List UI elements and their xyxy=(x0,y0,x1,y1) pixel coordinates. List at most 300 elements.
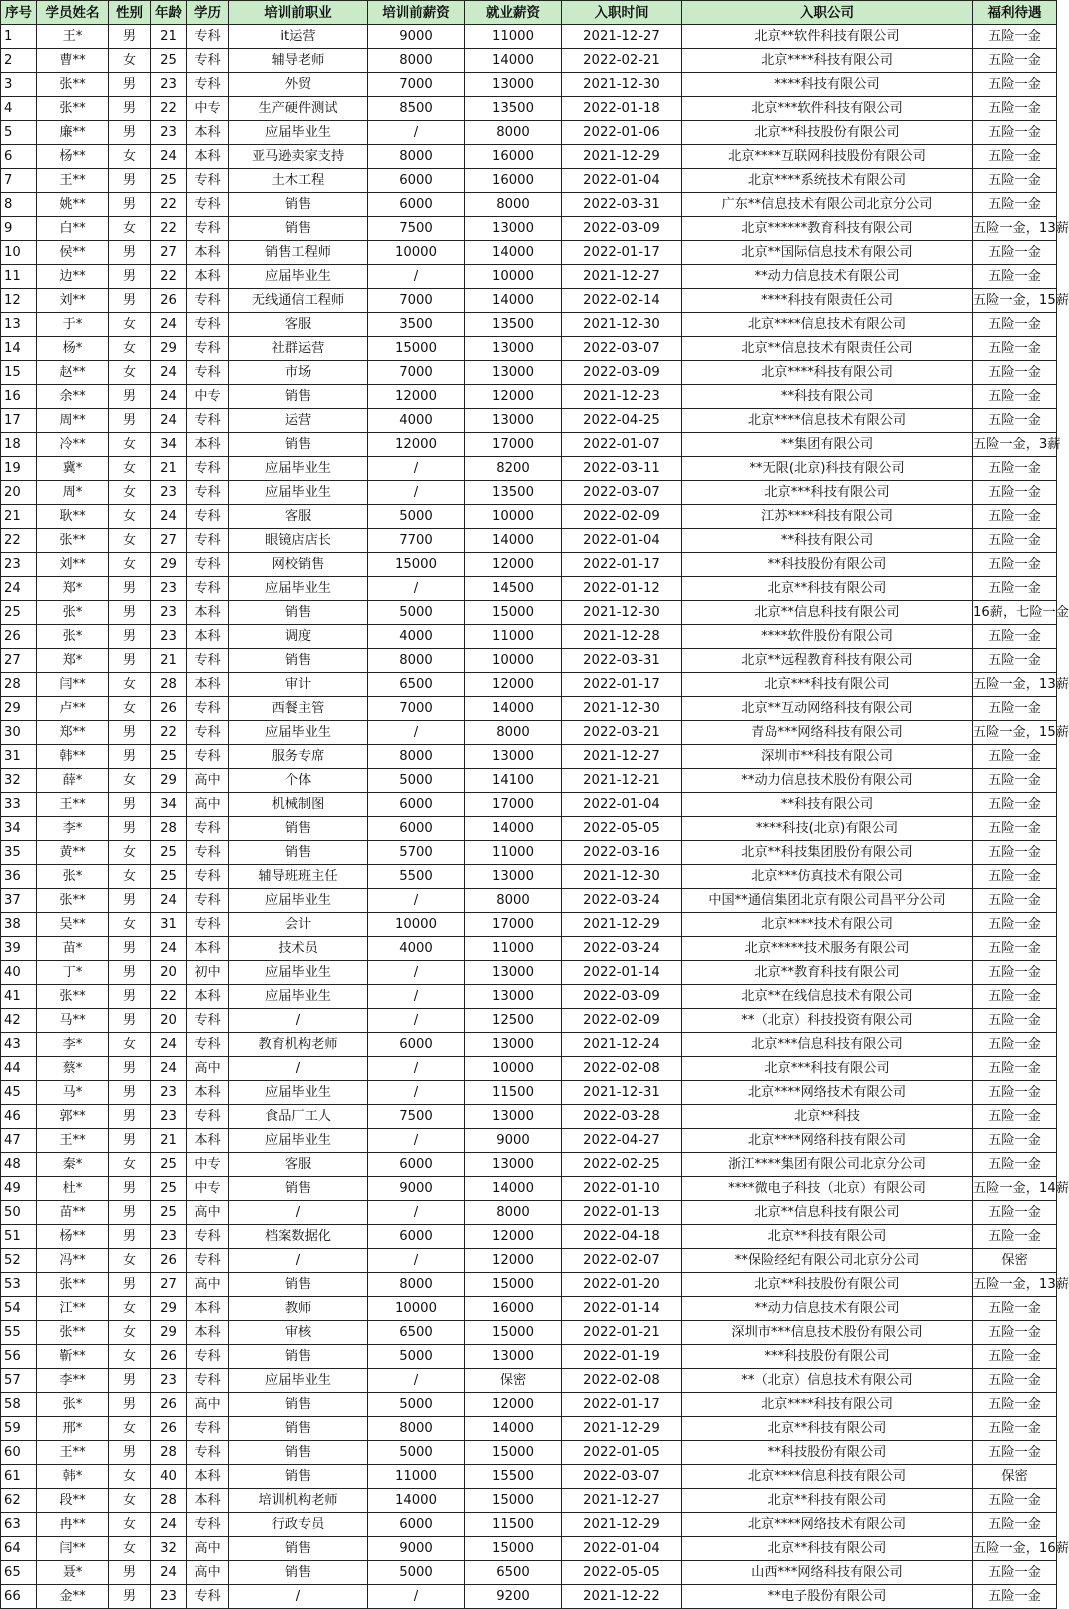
cell-col-prev-job: 销售 xyxy=(229,1561,368,1585)
cell-col-age: 23 xyxy=(151,1081,187,1105)
cell-col-new-salary: 11500 xyxy=(465,1081,562,1105)
cell-col-benefits: 五险一金，13薪 xyxy=(973,1273,1057,1297)
cell-col-benefits: 五险一金，15薪 xyxy=(973,721,1057,745)
cell-col-new-salary: 15000 xyxy=(465,601,562,625)
cell-col-prev-salary: 7000 xyxy=(368,289,465,313)
cell-col-prev-job: 销售 xyxy=(229,1177,368,1201)
cell-col-education: 专科 xyxy=(187,745,229,769)
cell-col-index: 27 xyxy=(1,649,37,673)
cell-col-name: 李* xyxy=(37,817,109,841)
cell-col-benefits: 五险一金 xyxy=(973,1057,1057,1081)
cell-col-age: 26 xyxy=(151,1417,187,1441)
cell-col-prev-job: 应届毕业生 xyxy=(229,1129,368,1153)
cell-col-name: 刘** xyxy=(37,553,109,577)
cell-col-benefits: 五险一金 xyxy=(973,481,1057,505)
header-col-index: 序号 xyxy=(1,1,37,25)
cell-col-prev-salary: 6000 xyxy=(368,193,465,217)
cell-col-education: 专科 xyxy=(187,1033,229,1057)
cell-col-gender: 男 xyxy=(109,409,151,433)
cell-col-prev-job: 应届毕业生 xyxy=(229,889,368,913)
cell-col-company: 中国**通信集团北京有限公司昌平分公司 xyxy=(682,889,973,913)
cell-col-education: 本科 xyxy=(187,121,229,145)
cell-col-company: 北京***科技有限公司 xyxy=(682,673,973,697)
cell-col-company: 北京****科技有限公司 xyxy=(682,361,973,385)
cell-col-new-salary: 12500 xyxy=(465,1009,562,1033)
cell-col-benefits: 五险一金 xyxy=(973,169,1057,193)
cell-col-age: 23 xyxy=(151,1369,187,1393)
table-row xyxy=(1,1177,1057,1201)
cell-col-name: 白** xyxy=(37,217,109,241)
cell-col-name: 丁* xyxy=(37,961,109,985)
table-row xyxy=(1,337,1057,361)
cell-col-prev-job: 客服 xyxy=(229,505,368,529)
cell-col-age: 24 xyxy=(151,937,187,961)
cell-col-index: 37 xyxy=(1,889,37,913)
cell-col-name: 杨** xyxy=(37,1225,109,1249)
cell-col-index: 54 xyxy=(1,1297,37,1321)
cell-col-start-date: 2021-12-23 xyxy=(562,385,682,409)
cell-col-prev-salary: 5000 xyxy=(368,1345,465,1369)
cell-col-prev-job: 应届毕业生 xyxy=(229,1369,368,1393)
cell-col-benefits: 五险一金 xyxy=(973,985,1057,1009)
cell-col-name: 张* xyxy=(37,1393,109,1417)
cell-col-company: 北京**在线信息技术有限公司 xyxy=(682,985,973,1009)
cell-col-age: 29 xyxy=(151,553,187,577)
cell-col-education: 专科 xyxy=(187,505,229,529)
cell-col-new-salary: 12000 xyxy=(465,553,562,577)
cell-col-name: 刘** xyxy=(37,289,109,313)
cell-col-company: 广东**信息技术有限公司北京分公司 xyxy=(682,193,973,217)
cell-col-index: 52 xyxy=(1,1249,37,1273)
cell-col-name: 李** xyxy=(37,1369,109,1393)
cell-col-company: 北京**科技集团股份有限公司 xyxy=(682,841,973,865)
cell-col-education: 专科 xyxy=(187,1441,229,1465)
cell-col-name: 杜* xyxy=(37,1177,109,1201)
cell-col-prev-salary: 5500 xyxy=(368,865,465,889)
cell-col-name: 郑* xyxy=(37,577,109,601)
cell-col-education: 专科 xyxy=(187,1225,229,1249)
cell-col-name: 郑* xyxy=(37,649,109,673)
cell-col-gender: 男 xyxy=(109,1129,151,1153)
cell-col-name: 蔡* xyxy=(37,1057,109,1081)
cell-col-prev-job: 应届毕业生 xyxy=(229,985,368,1009)
cell-col-prev-salary: / xyxy=(368,1201,465,1225)
cell-col-age: 34 xyxy=(151,433,187,457)
cell-col-start-date: 2022-03-31 xyxy=(562,193,682,217)
cell-col-name: 张* xyxy=(37,601,109,625)
cell-col-name: 郑** xyxy=(37,721,109,745)
cell-col-index: 17 xyxy=(1,409,37,433)
cell-col-prev-salary: 6000 xyxy=(368,1513,465,1537)
cell-col-index: 6 xyxy=(1,145,37,169)
cell-col-gender: 男 xyxy=(109,817,151,841)
cell-col-prev-salary: 4000 xyxy=(368,409,465,433)
cell-col-start-date: 2022-02-14 xyxy=(562,289,682,313)
cell-col-index: 9 xyxy=(1,217,37,241)
cell-col-index: 34 xyxy=(1,817,37,841)
cell-col-index: 5 xyxy=(1,121,37,145)
cell-col-name: 冯** xyxy=(37,1249,109,1273)
cell-col-company: 北京**科技 xyxy=(682,1105,973,1129)
cell-col-prev-job: 服务专席 xyxy=(229,745,368,769)
cell-col-new-salary: 14000 xyxy=(465,697,562,721)
cell-col-gender: 男 xyxy=(109,625,151,649)
cell-col-new-salary: 16000 xyxy=(465,1297,562,1321)
header-col-new-salary: 就业薪资 xyxy=(465,1,562,25)
cell-col-company: **（北京）科技投资有限公司 xyxy=(682,1009,973,1033)
cell-col-new-salary: 15500 xyxy=(465,1465,562,1489)
cell-col-benefits: 五险一金 xyxy=(973,937,1057,961)
cell-col-gender: 男 xyxy=(109,889,151,913)
cell-col-index: 23 xyxy=(1,553,37,577)
cell-col-start-date: 2021-12-30 xyxy=(562,697,682,721)
cell-col-age: 25 xyxy=(151,49,187,73)
cell-col-start-date: 2022-03-24 xyxy=(562,937,682,961)
cell-col-index: 24 xyxy=(1,577,37,601)
table-row xyxy=(1,1009,1057,1033)
cell-col-gender: 男 xyxy=(109,1105,151,1129)
cell-col-education: 专科 xyxy=(187,169,229,193)
cell-col-name: 周** xyxy=(37,409,109,433)
cell-col-new-salary: 13500 xyxy=(465,97,562,121)
cell-col-new-salary: 9200 xyxy=(465,1585,562,1609)
cell-col-benefits: 五险一金 xyxy=(973,1153,1057,1177)
cell-col-index: 51 xyxy=(1,1225,37,1249)
cell-col-name: 聂* xyxy=(37,1561,109,1585)
cell-col-education: 高中 xyxy=(187,1057,229,1081)
cell-col-prev-job: 个体 xyxy=(229,769,368,793)
cell-col-start-date: 2022-02-09 xyxy=(562,505,682,529)
cell-col-benefits: 五险一金 xyxy=(973,505,1057,529)
cell-col-index: 32 xyxy=(1,769,37,793)
cell-col-prev-job: 销售 xyxy=(229,601,368,625)
cell-col-benefits: 五险一金 xyxy=(973,625,1057,649)
cell-col-education: 专科 xyxy=(187,1417,229,1441)
table-row xyxy=(1,1369,1057,1393)
cell-col-prev-job: 销售 xyxy=(229,817,368,841)
cell-col-gender: 男 xyxy=(109,121,151,145)
cell-col-prev-job: 辅导老师 xyxy=(229,49,368,73)
cell-col-benefits: 五险一金 xyxy=(973,577,1057,601)
table-row xyxy=(1,817,1057,841)
cell-col-new-salary: 15000 xyxy=(465,1441,562,1465)
cell-col-age: 21 xyxy=(151,1129,187,1153)
cell-col-prev-job: 无线通信工程师 xyxy=(229,289,368,313)
cell-col-gender: 男 xyxy=(109,1009,151,1033)
cell-col-company: ****科技有限公司 xyxy=(682,73,973,97)
cell-col-company: 北京**科技有限公司 xyxy=(682,1537,973,1561)
cell-col-start-date: 2022-01-17 xyxy=(562,553,682,577)
cell-col-prev-salary: / xyxy=(368,1057,465,1081)
table-row xyxy=(1,1129,1057,1153)
cell-col-age: 23 xyxy=(151,601,187,625)
cell-col-company: 北京*****技术服务有限公司 xyxy=(682,937,973,961)
cell-col-gender: 男 xyxy=(109,1441,151,1465)
cell-col-gender: 女 xyxy=(109,145,151,169)
cell-col-prev-job: 档案数据化 xyxy=(229,1225,368,1249)
cell-col-prev-job: 行政专员 xyxy=(229,1513,368,1537)
cell-col-prev-job: 销售 xyxy=(229,433,368,457)
cell-col-benefits: 五险一金 xyxy=(973,1345,1057,1369)
cell-col-gender: 女 xyxy=(109,769,151,793)
table-row xyxy=(1,769,1057,793)
table-row xyxy=(1,1057,1057,1081)
cell-col-gender: 男 xyxy=(109,601,151,625)
cell-col-prev-job: 销售 xyxy=(229,1417,368,1441)
cell-col-benefits: 五险一金 xyxy=(973,1297,1057,1321)
cell-col-index: 26 xyxy=(1,625,37,649)
cell-col-start-date: 2021-12-29 xyxy=(562,145,682,169)
table-row xyxy=(1,625,1057,649)
cell-col-name: 张* xyxy=(37,625,109,649)
cell-col-benefits: 五险一金 xyxy=(973,913,1057,937)
cell-col-age: 22 xyxy=(151,985,187,1009)
cell-col-education: 本科 xyxy=(187,1489,229,1513)
cell-col-benefits: 五险一金 xyxy=(973,697,1057,721)
cell-col-benefits: 五险一金 xyxy=(973,649,1057,673)
cell-col-gender: 女 xyxy=(109,529,151,553)
cell-col-gender: 男 xyxy=(109,1081,151,1105)
cell-col-education: 高中 xyxy=(187,1537,229,1561)
cell-col-prev-salary: 10000 xyxy=(368,1297,465,1321)
cell-col-name: 韩* xyxy=(37,1465,109,1489)
cell-col-prev-salary: 8000 xyxy=(368,1417,465,1441)
cell-col-benefits: 五险一金，14薪 xyxy=(973,1177,1057,1201)
cell-col-new-salary: 13500 xyxy=(465,313,562,337)
cell-col-age: 34 xyxy=(151,793,187,817)
cell-col-name: 边** xyxy=(37,265,109,289)
cell-col-company: 北京****网络科技有限公司 xyxy=(682,1129,973,1153)
cell-col-education: 专科 xyxy=(187,721,229,745)
cell-col-benefits: 五险一金 xyxy=(973,1585,1057,1609)
cell-col-new-salary: 13500 xyxy=(465,481,562,505)
cell-col-gender: 男 xyxy=(109,289,151,313)
cell-col-prev-salary: 15000 xyxy=(368,553,465,577)
cell-col-benefits: 五险一金 xyxy=(973,1441,1057,1465)
cell-col-age: 27 xyxy=(151,1273,187,1297)
cell-col-start-date: 2022-01-04 xyxy=(562,793,682,817)
cell-col-new-salary: 16000 xyxy=(465,169,562,193)
cell-col-gender: 女 xyxy=(109,1345,151,1369)
table-row xyxy=(1,385,1057,409)
table-row xyxy=(1,1585,1057,1609)
cell-col-benefits: 五险一金 xyxy=(973,25,1057,49)
cell-col-education: 高中 xyxy=(187,1273,229,1297)
cell-col-name: 冀* xyxy=(37,457,109,481)
cell-col-education: 专科 xyxy=(187,841,229,865)
cell-col-start-date: 2021-12-27 xyxy=(562,25,682,49)
table-row xyxy=(1,1249,1057,1273)
cell-col-company: 北京******教育科技有限公司 xyxy=(682,217,973,241)
table-row xyxy=(1,889,1057,913)
cell-col-prev-salary: 6000 xyxy=(368,1033,465,1057)
cell-col-education: 专科 xyxy=(187,913,229,937)
cell-col-new-salary: 8000 xyxy=(465,889,562,913)
cell-col-prev-job: 西餐主管 xyxy=(229,697,368,721)
cell-col-prev-salary: 8000 xyxy=(368,745,465,769)
cell-col-age: 24 xyxy=(151,145,187,169)
cell-col-prev-job: 眼镜店店长 xyxy=(229,529,368,553)
cell-col-gender: 女 xyxy=(109,361,151,385)
cell-col-benefits: 五险一金 xyxy=(973,1513,1057,1537)
cell-col-index: 29 xyxy=(1,697,37,721)
table-row xyxy=(1,985,1057,1009)
table-row xyxy=(1,1465,1057,1489)
table-row xyxy=(1,553,1057,577)
cell-col-company: 北京**科技有限公司 xyxy=(682,577,973,601)
cell-col-start-date: 2022-02-07 xyxy=(562,1249,682,1273)
cell-col-prev-salary: / xyxy=(368,457,465,481)
cell-col-start-date: 2021-12-31 xyxy=(562,1081,682,1105)
cell-col-name: 闫** xyxy=(37,1537,109,1561)
cell-col-benefits: 五险一金 xyxy=(973,553,1057,577)
cell-col-index: 48 xyxy=(1,1153,37,1177)
cell-col-start-date: 2022-03-24 xyxy=(562,889,682,913)
cell-col-start-date: 2022-01-19 xyxy=(562,1345,682,1369)
cell-col-start-date: 2022-01-04 xyxy=(562,169,682,193)
cell-col-age: 24 xyxy=(151,409,187,433)
cell-col-prev-job: 应届毕业生 xyxy=(229,121,368,145)
cell-col-prev-salary: 7000 xyxy=(368,697,465,721)
cell-col-prev-job: / xyxy=(229,1585,368,1609)
cell-col-index: 58 xyxy=(1,1393,37,1417)
cell-col-age: 20 xyxy=(151,1009,187,1033)
cell-col-name: 耿** xyxy=(37,505,109,529)
cell-col-company: ***科技股份有限公司 xyxy=(682,1345,973,1369)
cell-col-company: 北京***科技有限公司 xyxy=(682,1057,973,1081)
cell-col-company: **科技有限公司 xyxy=(682,385,973,409)
table-row xyxy=(1,1561,1057,1585)
table-row xyxy=(1,1297,1057,1321)
header-col-start-date: 入职时间 xyxy=(562,1,682,25)
cell-col-start-date: 2021-12-28 xyxy=(562,625,682,649)
cell-col-benefits: 五险一金 xyxy=(973,73,1057,97)
cell-col-benefits: 五险一金 xyxy=(973,49,1057,73)
table-row xyxy=(1,745,1057,769)
cell-col-company: **动力信息技术股份有限公司 xyxy=(682,769,973,793)
cell-col-prev-job: / xyxy=(229,1009,368,1033)
cell-col-index: 2 xyxy=(1,49,37,73)
cell-col-company: **动力信息技术有限公司 xyxy=(682,265,973,289)
cell-col-new-salary: 8000 xyxy=(465,121,562,145)
cell-col-index: 15 xyxy=(1,361,37,385)
cell-col-age: 24 xyxy=(151,1033,187,1057)
cell-col-new-salary: 13000 xyxy=(465,985,562,1009)
cell-col-index: 47 xyxy=(1,1129,37,1153)
cell-col-education: 专科 xyxy=(187,1345,229,1369)
cell-col-gender: 男 xyxy=(109,1057,151,1081)
cell-col-index: 36 xyxy=(1,865,37,889)
cell-col-education: 专科 xyxy=(187,865,229,889)
table-row xyxy=(1,721,1057,745)
cell-col-prev-job: 应届毕业生 xyxy=(229,1081,368,1105)
cell-col-benefits: 五险一金，15薪 xyxy=(973,289,1057,313)
cell-col-start-date: 2022-01-06 xyxy=(562,121,682,145)
cell-col-gender: 男 xyxy=(109,1201,151,1225)
cell-col-prev-salary: 3500 xyxy=(368,313,465,337)
cell-col-gender: 女 xyxy=(109,1465,151,1489)
cell-col-new-salary: 12000 xyxy=(465,385,562,409)
cell-col-age: 40 xyxy=(151,1465,187,1489)
cell-col-age: 24 xyxy=(151,505,187,529)
cell-col-prev-job: 运营 xyxy=(229,409,368,433)
table-row xyxy=(1,361,1057,385)
cell-col-name: 王** xyxy=(37,1129,109,1153)
cell-col-benefits: 五险一金 xyxy=(973,193,1057,217)
cell-col-benefits: 保密 xyxy=(973,1249,1057,1273)
cell-col-gender: 男 xyxy=(109,1273,151,1297)
cell-col-prev-job: 辅导班班主任 xyxy=(229,865,368,889)
cell-col-prev-job: / xyxy=(229,1201,368,1225)
table-row xyxy=(1,97,1057,121)
cell-col-age: 21 xyxy=(151,649,187,673)
cell-col-prev-salary: 9000 xyxy=(368,1537,465,1561)
cell-col-education: 中专 xyxy=(187,1153,229,1177)
header-col-benefits: 福利待遇 xyxy=(973,1,1057,25)
cell-col-start-date: 2022-01-05 xyxy=(562,1441,682,1465)
cell-col-education: 专科 xyxy=(187,1009,229,1033)
cell-col-start-date: 2022-03-07 xyxy=(562,1465,682,1489)
cell-col-new-salary: 14000 xyxy=(465,241,562,265)
cell-col-prev-job: 应届毕业生 xyxy=(229,721,368,745)
cell-col-age: 22 xyxy=(151,265,187,289)
cell-col-prev-salary: 15000 xyxy=(368,337,465,361)
cell-col-benefits: 五险一金 xyxy=(973,1321,1057,1345)
cell-col-prev-salary: 8000 xyxy=(368,145,465,169)
cell-col-company: ****科技(北京)有限公司 xyxy=(682,817,973,841)
cell-col-prev-salary: / xyxy=(368,985,465,1009)
cell-col-prev-salary: 12000 xyxy=(368,433,465,457)
cell-col-benefits: 五险一金 xyxy=(973,1417,1057,1441)
cell-col-age: 25 xyxy=(151,865,187,889)
cell-col-start-date: 2022-02-25 xyxy=(562,1153,682,1177)
cell-col-age: 26 xyxy=(151,1393,187,1417)
cell-col-new-salary: 14000 xyxy=(465,289,562,313)
cell-col-education: 专科 xyxy=(187,409,229,433)
cell-col-benefits: 五险一金 xyxy=(973,1129,1057,1153)
table-row xyxy=(1,1345,1057,1369)
cell-col-benefits: 五险一金 xyxy=(973,1081,1057,1105)
cell-col-new-salary: 13000 xyxy=(465,73,562,97)
cell-col-prev-salary: 5000 xyxy=(368,1441,465,1465)
cell-col-prev-salary: / xyxy=(368,721,465,745)
cell-col-prev-job: 食品厂工人 xyxy=(229,1105,368,1129)
cell-col-company: ****软件股份有限公司 xyxy=(682,625,973,649)
cell-col-benefits: 五险一金 xyxy=(973,1033,1057,1057)
cell-col-name: 王* xyxy=(37,25,109,49)
cell-col-prev-job: 审核 xyxy=(229,1321,368,1345)
cell-col-company: **科技股份有限公司 xyxy=(682,553,973,577)
cell-col-company: **保险经纪有限公司北京分公司 xyxy=(682,1249,973,1273)
cell-col-start-date: 2022-02-21 xyxy=(562,49,682,73)
cell-col-gender: 女 xyxy=(109,481,151,505)
cell-col-name: 于* xyxy=(37,313,109,337)
cell-col-start-date: 2022-03-21 xyxy=(562,721,682,745)
cell-col-company: **科技有限公司 xyxy=(682,529,973,553)
cell-col-prev-job: 应届毕业生 xyxy=(229,265,368,289)
cell-col-prev-job: 亚马逊卖家支持 xyxy=(229,145,368,169)
cell-col-company: 北京****系统技术有限公司 xyxy=(682,169,973,193)
cell-col-start-date: 2022-01-18 xyxy=(562,97,682,121)
cell-col-start-date: 2021-12-24 xyxy=(562,1033,682,1057)
cell-col-prev-salary: 5000 xyxy=(368,1393,465,1417)
header-col-gender: 性别 xyxy=(109,1,151,25)
cell-col-prev-salary: 8000 xyxy=(368,1273,465,1297)
cell-col-start-date: 2022-04-25 xyxy=(562,409,682,433)
cell-col-name: 侯** xyxy=(37,241,109,265)
cell-col-start-date: 2022-03-09 xyxy=(562,217,682,241)
cell-col-age: 29 xyxy=(151,769,187,793)
